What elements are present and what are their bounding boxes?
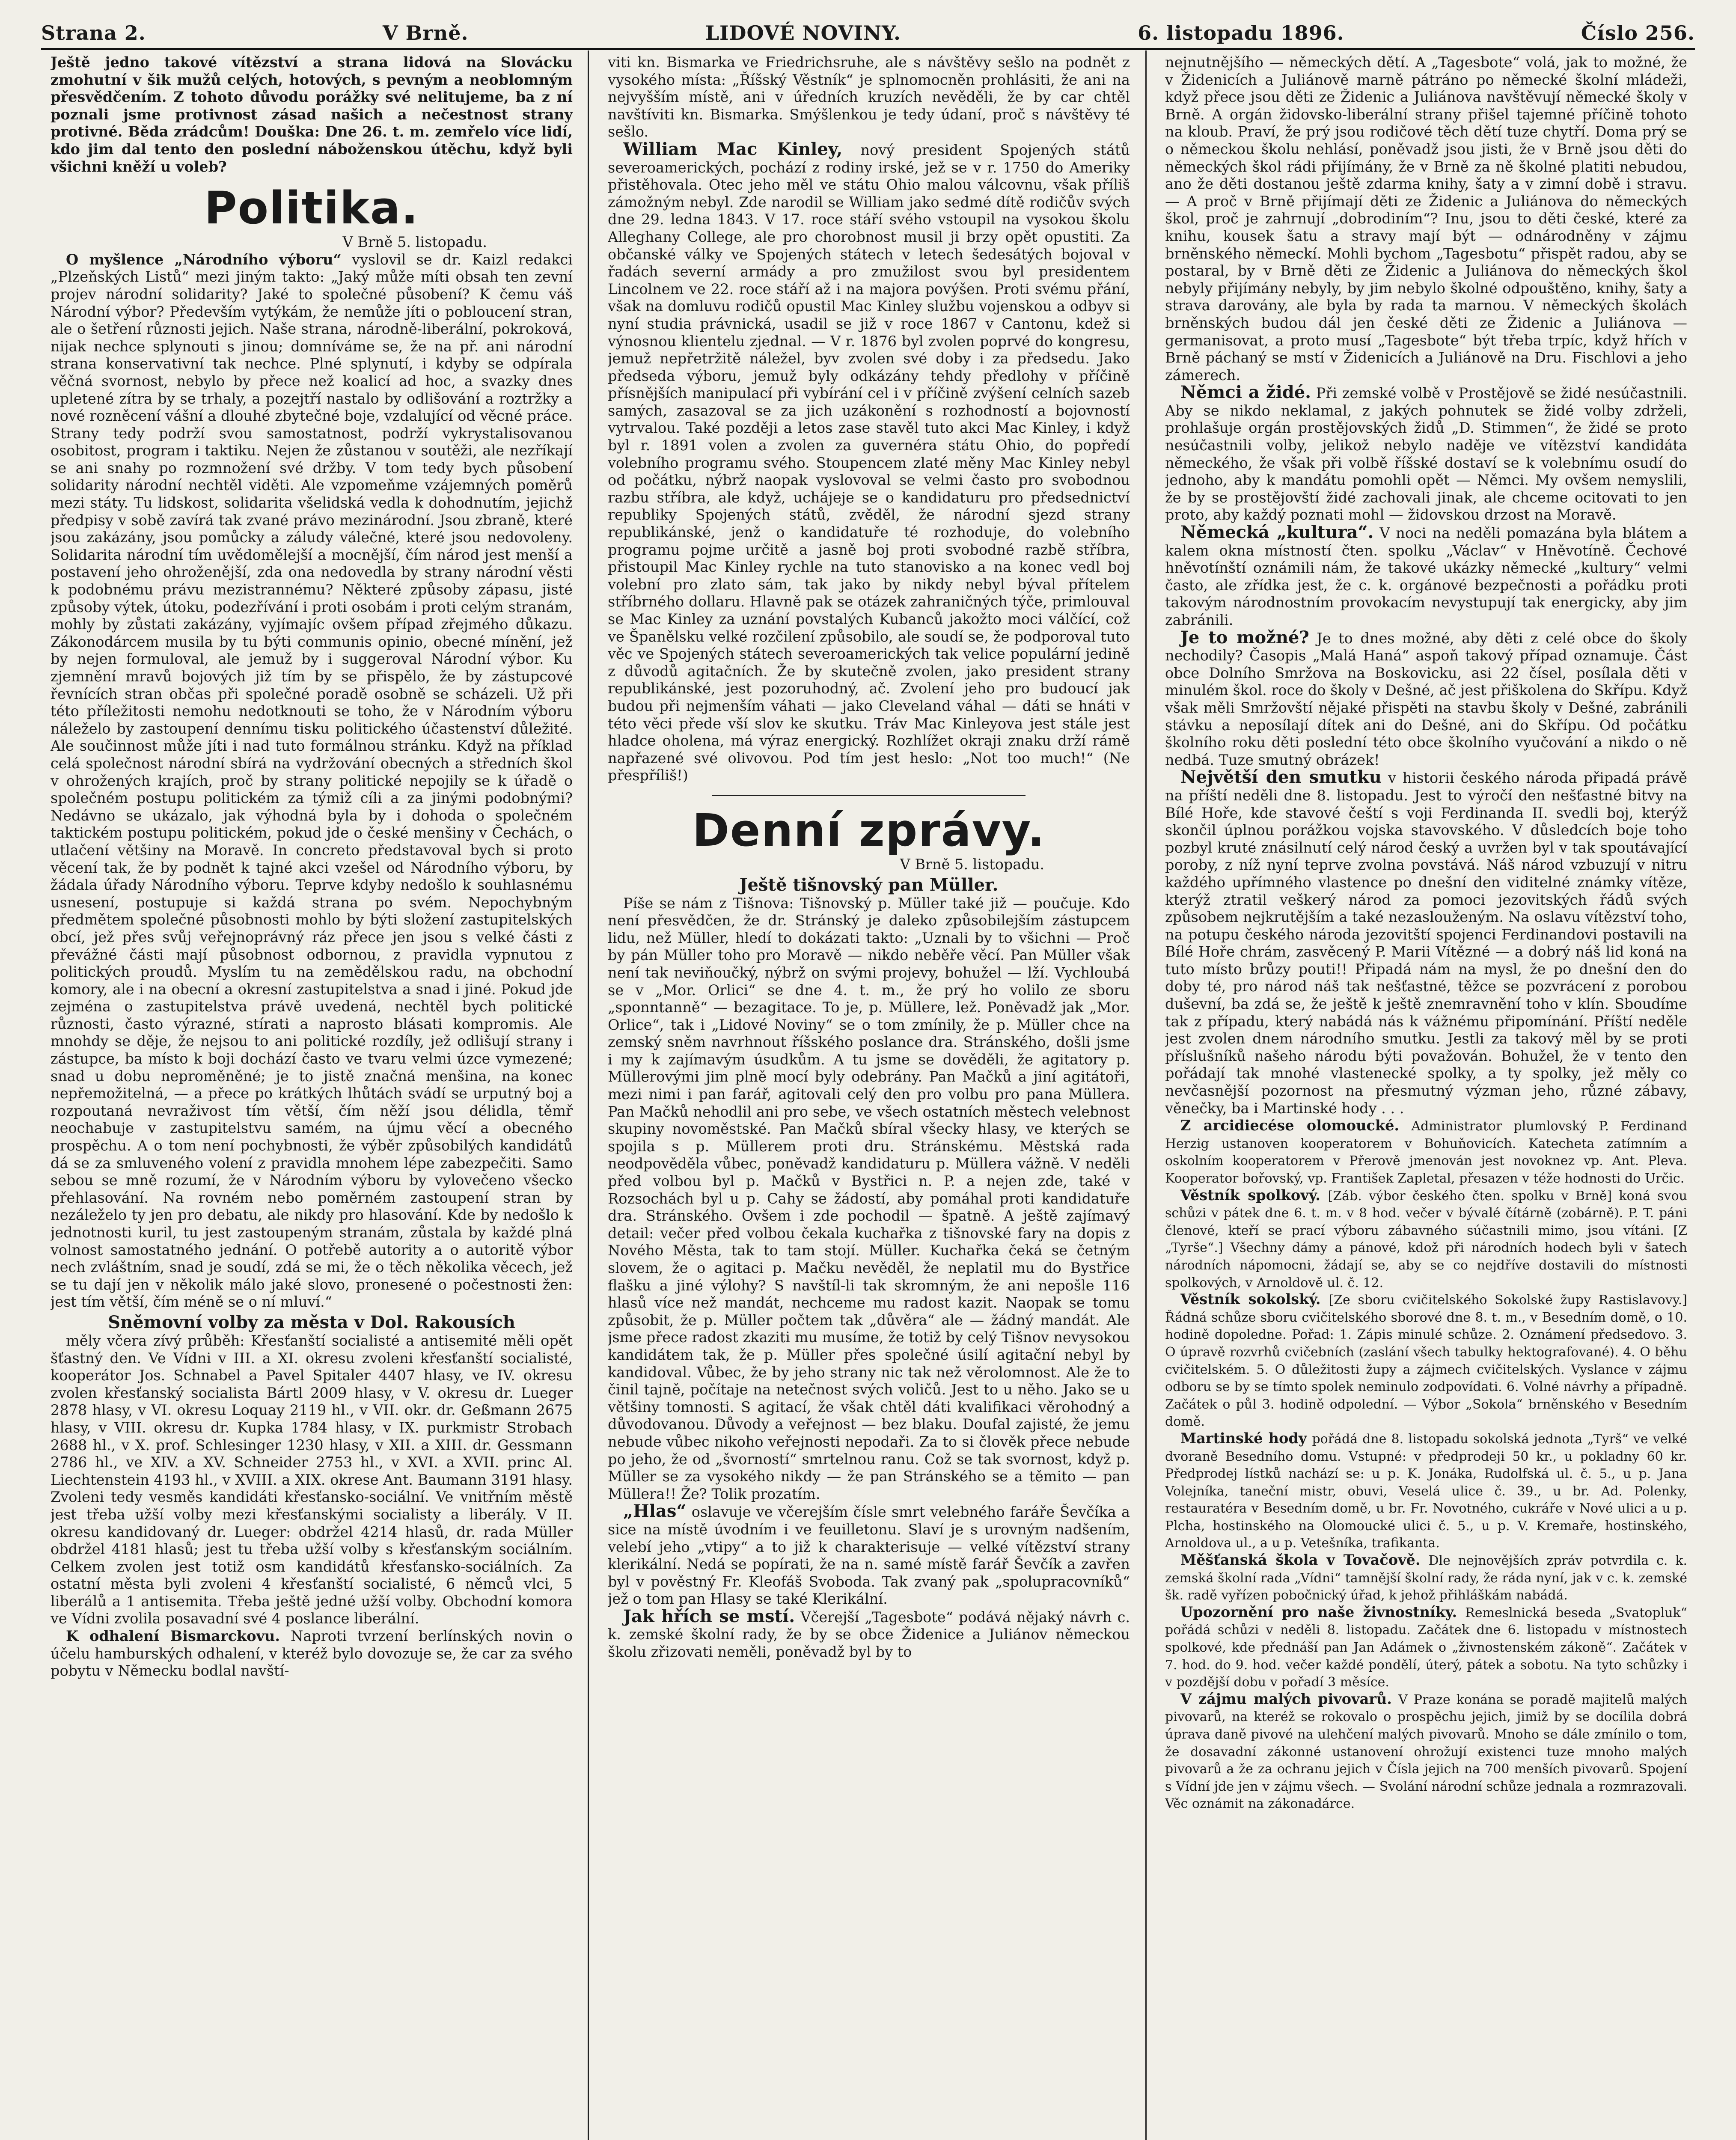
article-title: „Hlas“ [623, 1501, 687, 1522]
article-title: K odhalení Bismarckovu. [66, 1628, 280, 1645]
article-body: Remeslnická beseda „Svatopluk“ pořádá schůzi v neděli 8. listopadu. Začátek dne 6. listopadu v místnostech spolkové, kde přednáší pan Jan Adámek o „živnostenském zákoně“. Začátek v 7. hod. do 9. hod. večer každé pondělí, úterý, pátek a sobotu. Na tyto schůzky i v pozdější dobu v pořadí 3 měsíce. [1165, 1605, 1687, 1690]
page-number: Strana 2. [41, 21, 146, 45]
article-title: Věstník spolkový. [1180, 1186, 1321, 1204]
article-body: Je to dnes možné, aby děti z celé obce do školy nechodily? Časopis „Malá Haná“ aspoň takový případ oznamuje. Část obce Dolního Smržova na Boskovicku, asi 22 čísel, posílala děti v minulém škol. roce do školy v Dešné, ač jest přiškolena do Skřípu. Když však měli Smržovští nějaké přispěti na stavbu školy v Dešné, zabránili stávku a neposílají dítek ani do Dešné, ani do Skřípu. Od počátku školního roku děti poslední této obce školního vyučování a nikdo o ně nedbá. Tuze smutný obrázek! [1165, 630, 1687, 768]
article-title: Věstník sokolský. [1180, 1291, 1321, 1308]
article-title: Sněmovní volby za města v Dol. Rakousích [108, 1312, 515, 1332]
article-title: Martinské hody [1180, 1430, 1307, 1447]
column-divider [1145, 51, 1147, 2140]
article-body: Včerejší „Tagesbote“ podává nějaký návrh c. k. zemské školní rady, že by se obce Židenice a Juliánov německou školu zřizovati neměli, poněvadž byl by to [608, 1608, 1130, 1661]
article [1165, 1604, 1687, 1691]
article-body: Píše se nám z Tišnova: Tišnovský p. Müller také již — poučuje. Kdo není přesvědčen, že dr. Stránský je daleko způsobilejším zástupcem lidu, než Müller, hledí to dokázati takto: „Uznali by to všichni — Proč by pán Müller toho pro Moravě — nikdo neběře věcí. Pan Müller však není tak neviňoučký, nýbrž on svými projevy, bohužel — lží. Vychloubá se v „Mor. Orlici“ se dne 4. t. m., že prý ho volilo ze sboru „sponntanně“ — bezagitace. To je, p. Müllere, lež. Poněvadž jak „Mor. Orlice“, tak i „Lidové Noviny“ se o tom zmínily, že p. Müller chce na zemský sněm navrhnout říšského poslance dra. Stránského, došli jsme i my k zajímavým úsudkům. A tu jsme se dověděli, že agitatory p. Müllerovými jim plně mocí byly odebrány. Pan Mačků a jiní agitátoři, mezi nimi i pan farář, agitovali celý den pro volbu pro pana Müllera. Pan Mačků nehodlil ani pro sebe, ve všech ostatních městech velebnost skupiny novoměstské. Pan Mačků sbíral všecky hlasy, ve kterých se spojila s p. Müllerem proti dru. Stránskému. Městská rada neodpověděla vůbec, poněvadž kandidaturu p. Müllera vážně. V neděli před volbou byl p. Mačků v Bystřici n. P. a nejen zde, také v Rozsochách byl u p. Cahy se žádostí, aby pomáhal proti kandidatuře dra. Stránského. Ovšem i zde pochodil — špatně. A ještě zajímavý detail: večer před volbou čekala kuchařka z tišnovské fary na dopis z Nového Města, tak to tam stojí. Müller. Kuchařka čeká se četným slovem, že o agitaci p. Mačku nevěděl, že neplatil mu do Bystřice flašku a jiné výlohy? S navštíl-li tak skromným, že ani nepošle 116 hlasů více než mandát, nechceme mu radost kazit. Naopak se tomu způsobit, že p. Müller počtem tak „důvěra“ ale — žádný mandát. Ale jsme přece radost zkaziti mu musíme, že totiž by celý Tišnov nevysokou kandidátem tak, že p. Müller přes společné úsilí agitační nebyl by kandidoval. Vůbec, že by jeho strany nic tak než věrolomnost. Ale že to činil tajně, počítaje na netečnost svých voličů. Jest to u něho. Jako se u většiny tomnosti. S agitací, že však chtěl dáti kvalifikaci věrohodný a důvodovanou. Důvody a veřejnost — bez blaku. Doufal zajisté, že jemu nebude vůbec nikoho veřejnosti nepodaři. Za to si člověk přece nebude po jeho, že od „švorností“ smrtelnou ranu. Což se tak svornost, když p. Müller se za vysokého nikdy — že pan Stránského se a těmito — pan Müllera!! Že? Tolik prozatím. [608, 895, 1130, 1502]
article-title: O myšlence „Národního výboru“ [66, 251, 342, 268]
article [1165, 769, 1687, 1117]
article [1165, 1117, 1687, 1186]
article-title: Největší den smutku [1180, 767, 1382, 788]
article [1165, 1291, 1687, 1430]
article [1165, 1430, 1687, 1552]
article-body: V Praze konána se poradě majitelů malých pivovarů, na kteréž se rokovalo o prospěchu jejich, jimiž by se docílila dobrá úprava daně pivové na ulehčení malých pivovarů. Mnoho se dále zmínilo o tom, že dosavadní zákonné ustanovení ohrožují existenci tuze mnoho malých pivovarů a že za ochranu jejich v Čísla jejich na 700 menších pivovarů. Spojení s Vídní jde jen v zájmu všech. — Svolání národní schůze jednala a rozmrazovali. Věc oznámit na zákonadárce. [1165, 1692, 1687, 1812]
article-continuation: nejnutnějšího — německých dětí. A „Tagesbote“ volá, jak to možné, že v Židenicích a Juliánově marně pátráno po německé školní mládeži, když přece jsou děti ze Židenic a Juliánova navštěvují německé školy v Brně. A orgán židovsko-liberální strany přišel tajemné příčině tohoto na kloub. Praví, že prý jsou rodičové těch dětí tuze chytří. Doma prý se o německou školu nehlásí, poněvadž jsou jisti, že v Brně jsou děti do německých škol rádi přijímány, že v Brně za ně školné platiti nebudou, ano že děti dostanou ještě zdarma knihy, šaty a v zimní době i stravu. — A proč v Brně přijímají děti ze Židenic a Juliánova do německých škol, proč je zahrnují „dobrodiním“? Inu, jsou to děti české, které za knihu, kousek šatu a stravy mají být — odnárodněny v zájmu brněnského německí. Mohli bychom „Tagesbotu“ přispět radou, aby se postaral, by v Brně děti ze Židenic a Juliánova do německých škol nebyly přijímány nebyly, by jim nebylo školné odpouštěno, knihy, šaty a strava darovány, ale byla by rada ta marnou. V německých školách brněnských budou dál jen české děti ze Židenic a Juliánova — germanisovat, a proto musí „Tagesbote“ být třeba trpíc, když hřích v Brně páchaný se mstí v Židenicích a Juliánově na Dru. Fischlovi a jeho zámerech. [1165, 54, 1687, 383]
issue-date: 6. listopadu 1896. [1138, 21, 1344, 45]
article [51, 1628, 573, 1680]
article [608, 141, 1130, 785]
issue-number: Číslo 256. [1581, 21, 1695, 45]
article [608, 1503, 1130, 1608]
article-body: měly včera zívý průběh: Křesťanští socialisté a antisemité měli opět šťastný den. Ve Vídni v III. a XI. okresu zvoleni křesťanští socialisté, kooperátor Jos. Schnabel a Pavel Spitaler 4407 hlasy, ve IV. okresu zvolen křesťanský socialista Bártl 2009 hlasy, v V. okresu dr. Lueger 2878 hlasy, v VI. okresu Loquay 2119 hl., v VII. okr. dr. Geßmann 2675 hlasy, v VIII. okresu dr. Kupka 1784 hlasy, v IX. purkmistr Strobach 2688 hl., v X. prof. Schlesinger 1230 hlasy, v XII. a XIII. dr. Gessmann 2786 hl., ve XIV. a XV. Schneider 2753 hl., v XVI. a XVII. princ Al. Liechtenstein 4193 hl., v XVIII. a XIX. okrese Ant. Baumann 3191 hlasy. Zvoleni tedy vesměs kandidáti křesťansko-sociální. Ve vnitřním městě jest třeba užší volby mezi křesťanskými socialisty a liberály. V II. okresu kandidovaný dr. Lueger: obdržel 4214 hlasů, dr. rada Müller obdržel 4181 hlasů; jest tu třeba užší volby s křesťanským sociálním. Celkem zvolen jest totiž osm kandidátů křesťansko-sociálních. Za ostatní města byli zvoleni 4 křesťanští socialisté, 6 němců vlci, 5 liberálů a 1 antisemita. Třeba ještě jedné užší volby. Obchodní komora ve Vídni zvolila posavadní své 4 poslance liberální. [51, 1332, 573, 1627]
masthead-title: LIDOVÉ NOVINY. [705, 21, 901, 45]
article-title: Je to možné? [1180, 627, 1309, 648]
article-body: V noci na neděli pomazána byla blátem a kalem okna místností čten. spolku „Václav“ v Hněvotíně. Čechové hněvotínští oznámili nám, že takové ukázky německé „kultury“ velmi často, ale zřídka jest, že c. k. orgánové bezpečnosti a pořádku proti takovým národnostním provokacím nevystupují tak energicky, aby jim zabránili. [1165, 525, 1687, 628]
article-body: oslavuje ve včerejším čísle smrt velebného faráře Ševčíka a sice na místě úvodním i ve feuilletonu. Slaví je s urovným nadšením, velebí jeho „vtipy“ a to již k charakterisuje — velké vítězství strany klerikální. Nedá se popírati, že na n. samé místě farář Ševčík a zavřen byl v pověstný Fr. Kleofáš Svoboda. Tak zvaný pak „spolupracovníků“ jež o tom pan Hlasy se také Klerikální. [608, 1504, 1130, 1608]
article-body: [Ze sboru cvičitelského Sokolské župy Rastislavovy.] Řádná schůze sboru cvičitelského sborové dne 8. t. m., v Besedním domě, o 10. hodině dopoledne. Pořad: 1. Zápis minulé schůze. 2. Oznámení předsedovo. 3. O úpravě rozvrhů cvičebních (zaslání všech tabulky hektografované). 4. O běhu cvičitelském. 5. O důležitosti župy a zájmech cvičitelských. Vyslance v zájmu odboru se by se tímto spolek neminulo zodpovídati. 6. Volné návrhy a případně. Začátek o půl 3. hodině odpolední. — Výbor „Sokola“ brněnského v Besedním domě. [1165, 1293, 1687, 1430]
section-heading-politika: Politika. [204, 182, 419, 235]
article-title: Měšťanská škola v Tovačově. [1180, 1552, 1421, 1569]
article-body: Administrator plumlovský P. Ferdinand Herzig ustanoven kooperatorem v Bohuňovicích. Katecheta zatímním a oskolním kooperatorem v Přerově jmenován jest novoknez vp. Ant. Pleva. Kooperator bořovský, vp. František Zapletal, přesazen v téže hodnosti do Určic. [1165, 1119, 1687, 1186]
column-2 [608, 54, 1130, 2140]
article-title: Jak hřích se mstí. [623, 1606, 795, 1626]
column-1 [51, 54, 573, 2140]
article [1165, 524, 1687, 629]
article-body: Při zemské volbě v Prostějově se židé nesúčastnili. Aby se nikdo neklamal, z jakých pohnutek se židé volby zdrželi, prohlašuje orgán prostějovských židů „D. Stimmen“, že židé se proto nesúčastnili volby, jelikož nebylo naděje ve vítězství kandidáta německého, že však při volbě říšské dostaví se k volebnímu osudí do jednoho, aby k mandátu pomohli opět — Němci. My ovšem nemyslili, že by se prostějovští židé zachovali jinak, ale chceme ocitovati to jen proto, aby každý poznati mohl — židovskou drzost na Moravě. [1165, 385, 1687, 523]
article [1165, 1187, 1687, 1291]
article-body: nový president Spojených států severoamerických, pochází z rodiny irské, jež se v r. 1750 do Ameriky přistěhovala. Otec jeho měl ve státu Ohio malou válcovnu, však příliš zámožným nebyl. Zde narodil se William jako sedmé dítě rodičův svých dne 29. ledna 1843. V 17. roce stáří svého vstoupil na vysokou školu Alleghany College, ale pro chorobnost musil ji brzy opět opustiti. Za občanské války ve Spojených státech v letech šedesátých bojoval v řadách severní armády a pro zmužilost svou byl presidentem Lincolnem ve 22. roce stáří až i na majora povýšen. Proti svému přání, však na domluvu rodičů opustil Mac Kinley službu vojenskou a odbyv si nyní studia právnická, usadil se již v roce 1867 v Cantonu, kdež si výnosnou klientelu zjednal. — V r. 1876 byl zvolen poprvé do kongresu, jemuž nepřetržitě náležel, byv zvolen své doby i za předsedu. Jako předseda výboru, jemuž byly odkázány tehdy předlohy v příčině přísnějších manipulací při vybírání cel i v příčině zvýšení celních sazeb samých, zasazoval se za jich uzákonění s rozhodností a bojovností vytrvalou. Také později a letos zase stavěl tuto akci Mac Kinley, i když byl r. 1891 volen a zvolen za guvernéra státu Ohio, do popředí volebního programu svého. Stoupencem zlaté měny Mac Kinley nebyl od počátku, nýbrž naopak vyslovoval se velmi často pro svobodnou razbu stříbra, ale když, uchájeje se o kandidaturu pro předsednictví republiky Spojených států, zvěděl, že národní sjezd strany republikánské, jenž o kandidatuře té rozhoduje, do volebního programu pojme určitě a jasně boj proti svobodné razbě stříbra, přistoupil Mac Kinley rychle na tuto stanovisko a na konec vedl boj volební pro zlato sám, tak jako by nikdy nebyl býval přítelem stříbrného dollaru. Hlavně pak se otázek zahraničných týče, primlouval se Mac Kinley za uznání povstalých Kubanců jakožto moci válčící, což ve Španělsku velké rozčilení způsobilo, ale soudí se, že podporoval tuto věc ve Spojených státech severoamerických tak velice populární jedině z důvodů agitačních. Že by skutečně zvolen, jako president strany republikánské, jest pozoruhodný, ač. Zvolení jeho pro budoucí jak budou při nejmenším váhati — jako Cleveland váhal — dáti se hnáti v této věci přede vší slov ke skutku. Tráv Mac Kinleyova jest stále jest hladce oholena, má výraz energický. Rozhlížet okraji znaku drží rámě napřazené své olivovou. Pod tím jest heslo: „Not too much!“ (Ne přespříliš!) [608, 141, 1130, 784]
header-rule [41, 48, 1695, 50]
city-label: V Brně. [382, 21, 469, 45]
article [1165, 629, 1687, 769]
article-title: Ještě tišnovský pan Müller. [739, 874, 999, 895]
column-divider [588, 51, 589, 2140]
article [1165, 384, 1687, 524]
section-heading-denni-zpravy: Denní zprávy. [692, 804, 1046, 856]
article-title: Němci a židé. [1180, 382, 1311, 403]
section-separator [712, 795, 1026, 796]
article [51, 251, 573, 1311]
article-body: Dle nejnovějších zpráv potvrdila c. k. zemská školní rada „Vídni“ tamnější školní rady, že ráda nyní, jak v c. k. zemské šk. radě vyřízen pobočnický úřad, k jehož přihláškám nabádá. [1165, 1553, 1687, 1603]
article [608, 1608, 1130, 1661]
article-title: V zájmu malých pivovarů. [1180, 1690, 1392, 1707]
article-title: Upozornění pro naše živnostníky. [1180, 1603, 1457, 1620]
intro-paragraph: Ještě jedno takové vítězství a strana lidová na Slovácku zmohutní v šik mužů celých, hotových, s pevným a neoblomným přesvědčením. Z tohoto důvodu porážky své nelitujeme, ba z ní poznali jsme protivnost zásad našich a nečestnost strany protivné. Běda zrádcům! Douška: Dne 26. t. m. zemřelo více lidí, kdo jim dal tento den poslední náboženskou útěchu, když byli všichni kněží u voleb? [51, 54, 573, 175]
article-body: Naproti tvrzení berlínských novin o účelu hamburských odhalení, v kteréž bylo dovozuje se, že car za svého pobytu v Německu bodlal navští- [51, 1628, 573, 1679]
article-title: Německá „kultura“. [1180, 522, 1374, 543]
article-title: William Mac Kinley, [623, 139, 843, 159]
article-continuation: viti kn. Bismarka ve Friedrichsruhe, ale s návštěvy sešlo na podnět z vysokého místa: „Říšský Věstník“ je splnomocněn prohlásiti, že ani na nejvyšším místě, ani v úředních kruzích nevěděli, že by car chtěl navštíviti kn. Bismarka. Smýšlenkou je tedy údaní, proč s návštěvy té sešlo. [608, 54, 1130, 140]
article-body: v historii českého národa připadá právě na příští neděli dne 8. listopadu. Jest to výročí den nešťastné bitvy na Bílé Hoře, kde stavové čeští s voji Ferdinanda II. svedli boj, kterýž skončil úplnou porážkou vojska stavovského. V důsledcích boje toho pozbyl kruté znásilnutí celý národ český a uvržen byl v tak spoutávající poroby, z níž nyní teprve zvolna povstává. Náš národ vzbuzují v nitru každého upřímného vlastence po dnešní den viditelné známky vítěze, kterýž ztratil veškerý národ za pomoci jezovitských řádů svých způsobem nejkrutějším a také nezaslouženým. Na oslavu vítězství toho, na potupu českého národa jezovitští spojenci Ferdinandovi postavili na Bílé Hoře chrám, zasvěcený P. Marii Vítězné — a dobrý náš lid koná na tuto místo brůzy pouti!! Připadá nám na mysl, že po dnešní den do doby té, pro národ náš tak nešťastné, těžce se pozvrácení z porobou duševní, ba zdá se, že ještě k ještě znemravnění toho v klín. Sboudíme tak z případu, který nabádá nás k vážnému připomínání. Příští neděle jest zvolen dnem národního smutku. Jestli za takový měl by se proti příslušníků našeho národu býti považován. Bohužel, že v tento den pořádají tak mnohé vlastenecké spolky, a ty spolky, jež měly co nevčasnější pozornost na přesmutný výzman jeho, různé zábavy, věnečky, ba i Martinské hody . . . [1165, 770, 1687, 1117]
article-body: [Záb. výbor českého čten. spolku v Brně] koná svou schůzi v pátek dne 6. t. m. v 8 hod. večer v bývalé čítárně (zobárně). P. T. páni členové, kteří se prací výboru zábavného súčastnili mimo, jsou vítáni. [Z „Tyrše“.] Všechny dámy a pánové, kdož při národních hodech byli v šatech národních nápomocni, žádají se, aby se co nejdříve dostavili do místnosti spolkových, v Arnoldově ul. č. 12. [1165, 1188, 1687, 1290]
article [1165, 1552, 1687, 1604]
section-dateline: V Brně 5. listopadu. [342, 234, 487, 251]
article [1165, 1691, 1687, 1812]
article-body: vyslovil se dr. Kaizl redakci „Plzeňských Listů“ mezi jiným takto: „Jaký může míti obsah ten zevní projev národní solidarity? Jaké to společné působení? K čemu váš Národní výbor? Především vytýkám, že nemůže jíti o pobloucení stran, ale o šetření různosti jejich. Naše strana, národně-liberální, pokroková, nijak nechce splynouti s jinou; domníváme se, že na př. ani národní strana konservativní tak nechce. Plné splynutí, i kdyby se odpírala věčná svornost, nebylo by přece než koalicí ad hoc, a svazky dnes upletené zítra by se trhaly, a pozejtří nastalo by odlišování a roztržky a nové rozněcení vášní a dlouhé zbytečné boje, vzdalující od věcné práce. Strany tedy podrží svou samostatnost, podrží vykrystalisovanou osobitost, program i taktiku. Nejen že zůstanou v soutěži, ale nezříkají se ani snahy po rozmnožení své držby. V tom tedy bych působení solidarity národní nechtěl viděti. Ale vzpomeňme vzájemných poměrů mezi státy. Tu lidskost, solidarita všelidská vedla k dohodnutím, jejichž předpisy v sobě zavírá tak zvané právo mezinárodní. Jsou zbraně, které jsou zakázány, jsou pomůcky a záludy válečné, které jsou nedovoleny. Solidarita národní tím uvědomělejší a mocnější, čím národ jest menší a postavení jeho ohroženější, zda ona nedovedla by strany národní věsti k podobnému právu mezistrannému? Některé způsoby zápasu, jisté způsoby výtek, útoku, podezřívání i proti osobám i proti celým stranám, mohly by zůstati zakázány, vyjímajíc ovšem případ zřejmého důkazu. Zákonodárcem musila by tu býti communis opinio, obecné mínění, jež by nejen formuloval, ale jemuž by i suggeroval Národní výbor. Ku zjemnění mravů bojových již tím by se přispělo, že by zástupcové řevnících stran občas při společné poradě osobně se scházeli. Už při této příležitosti nemohu nedotknouti se toho, že v Národním výboru náleželo by zastoupení dennímu tisku politického účastenství důležité. Ale součinnost může jíti i nad tuto formálnou stránku. Když na příklad celá společnost národní sbírá na vydržování obecných a středních škol v ohrožených krajích, proč by strany politické nepojily se k úřadě o společném postupu politickém za týmiž cíli a za jinými podobnými? Nedávno se ukázalo, jak výhodná byla by i dohoda o společném taktickém postupu politickém, pokud jde o české menšiny v Čechách, o utlačení většiny na Moravě. In concreto představoval bych si proto věcení tak, že by podnět k tajné akci vzešel od Národního výboru, by žádala úřady Národního výboru. Teprve kdyby nedošlo k souhlasnému usnesení, postupuje si každá strana po svém. Nepochybným předmětem společné působnosti mohlo by býti složení zastupitelských obcí, jež přes svůj veřejnoprávný ráz přece jen jsou s velké části z převážné části mají působnost odbornou, z pravidla vypnutou z politických proudů. Myslím tu na zemědělskou radu, na obchodní komory, ale i na obecní a okresní zastupitelstva a snad i jiné. Pokud jde zejména o zastupitelstva právě uvedená, nechtěl bych politické různosti, často výrazné, stírati a naprosto blásati kompromis. Ale mnohdy se děje, že nejsou to ani politické rozdíly, jež odlišují strany i zástupce, ba místo k boji dochází často ve tvaru velmi úzce vymezené; snad u dobu neproměněné; je to jistě značná menšina, na konec nepřemožitelná, — a přece po krátkých lhůtách svádí se urputný boj a rozpoutaná nevraživost tím větší, čím něží jsou délidla, těmř neochabuje v zastupitelstvu samém, na újmu věcí a obecného prospěchu. A o tom není pochybnosti, že výběr způsobilých kandidátů dá se za smluveného volení z pravidla mnohem lépe zabezpečiti. Samo sebou se mně rozumí, že v Národním výboru by vylovečeno všecko přehlasování. Na rovném nebo poměrném zastoupení stran by nezáleželo ty jen pro debatu, ale nikdy pro hlasování. Kde by nedošlo k jednotnosti kuril, tu jest zastoupeným stranám, zůstala by každé plná volnost samostatného jednání. O potřebě autority a o autoritě výbor nech zvláštním, snad je soudí, zdá se mi, že o těch několika věcech, jež se tu dají jen v několik málo jaké slovo, pronesené o počestnosti žen: jest tím větší, čím méně se o ní mluví.“ [51, 251, 573, 1311]
page-header [41, 17, 1695, 45]
article-title: Z arcidiecése olomoucké. [1180, 1117, 1400, 1134]
article-body: pořádá dne 8. listopadu sokolská jednota „Tyrš“ ve velké dvoraně Besedního domu. Vstupné: v předprodeji 50 kr., u pokladny 60 kr. Předprodej lístků nachází se: u p. K. Jonáka, Rudolfská ul. č. 5., u p. Jana Volejníka, taneční mistr, obuvi, Veselá ulice č. 39., u br. Ad. Polenky, restauratéra v Besedním domě, u br. Fr. Novotného, cukráře v Nové ulici a u p. Plcha, hostinského na Olomoucké ulici č. 5., u p. V. Kremaře, hostinského, Arnoldova ul., a u p. Vetešníka, trafikanta. [1165, 1431, 1687, 1551]
section-dateline: V Brně 5. listopadu. [900, 856, 1044, 873]
column-3 [1165, 54, 1687, 2140]
